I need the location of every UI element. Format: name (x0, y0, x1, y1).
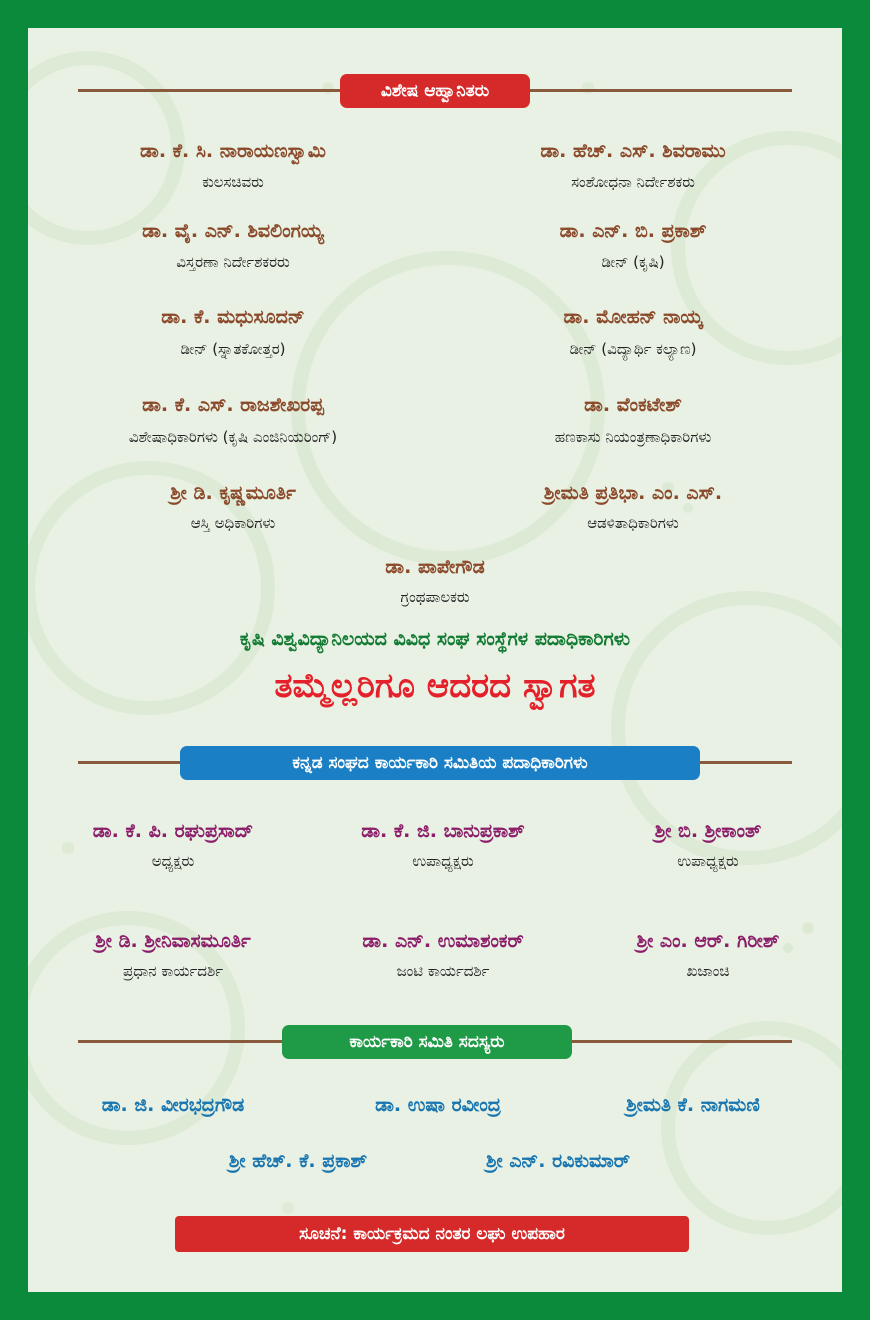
person-role: ಖಜಾಂಚಿ (686, 962, 730, 980)
person-role: ಸಂಶೋಧನಾ ನಿರ್ದೇಶಕರು (571, 173, 695, 191)
member-name: ಶ್ರೀ ಹೆಚ್. ಕೆ. ಪ್ರಕಾಶ್ (228, 1150, 368, 1172)
person-name: ಶ್ರೀ ಎಂ. ಆರ್. ಗಿರೀಶ್ (636, 930, 780, 952)
person-role: ಗ್ರಂಥಪಾಲಕರು (400, 588, 470, 606)
person-name: ಡಾ. ಹೆಚ್. ಎಸ್. ಶಿವರಾಮು (540, 140, 726, 162)
person-name: ಡಾ. ವೈ. ಎನ್. ಶಿವಲಿಂಗಯ್ಯ (142, 220, 324, 242)
person-role: ಅಧ್ಯಕ್ಷರು (151, 852, 195, 870)
person-role: ಉಪಾಧ್ಯಕ್ಷರು (412, 852, 474, 870)
refreshment-notice: ಸೂಚನೆ: ಕಾರ್ಯಕ್ರಮದ ನಂತರ ಲಘು ಉಪಹಾರ (175, 1216, 689, 1252)
person-name: ಶ್ರೀ ಬಿ. ಶ್ರೀಕಾಂತ್ (654, 820, 762, 842)
person-name: ಡಾ. ಕೆ. ಸಿ. ನಾರಾಯಣಸ್ವಾಮಿ (140, 140, 326, 162)
welcome-title: ತಮ್ಮೆಲ್ಲರಿಗೂ ಆದರದ ಸ್ವಾಗತ (274, 666, 596, 706)
invitation-card (28, 28, 842, 1292)
person-role: ಆಸ್ತಿ ಅಧಿಕಾರಿಗಳು (190, 514, 276, 532)
person-name: ಡಾ. ಎನ್. ಉಮಾಶಂಕರ್ (362, 930, 524, 952)
special-invitees-banner: ವಿಶೇಷ ಆಹ್ವಾನಿತರು (340, 74, 530, 108)
person-role: ಕುಲಸಚಿವರು (202, 173, 264, 191)
person-name: ಶ್ರೀ ಡಿ. ಕೃಷ್ಣಮೂರ್ತಿ (170, 482, 296, 504)
person-role: ಜಂಟಿ ಕಾರ್ಯದರ್ಶಿ (396, 962, 490, 980)
person-role: ಪ್ರಧಾನ ಕಾರ್ಯದರ್ಶಿ (123, 962, 223, 980)
person-name: ಡಾ. ವೆಂಕಟೇಶ್ (584, 394, 682, 416)
person-name: ಡಾ. ಕೆ. ಮಧುಸೂದನ್ (161, 306, 305, 328)
person-role: ಆಡಳಿತಾಧಿಕಾರಿಗಳು (587, 514, 679, 532)
welcome-subtitle: ಕೃಷಿ ವಿಶ್ವವಿದ್ಯಾನಿಲಯದ ವಿವಿಧ ಸಂಘ ಸಂಸ್ಥೆಗಳ ಪದಾಧಿಕಾರಿಗಳು (239, 628, 631, 650)
person-role: ವಿಶೇಷಾಧಿಕಾರಿಗಳು (ಕೃಷಿ ಎಂಜಿನಿಯರಿಂಗ್) (128, 428, 338, 446)
member-name: ಡಾ. ಉಷಾ ರವೀಂದ್ರ (375, 1094, 501, 1116)
member-name: ಡಾ. ಜಿ. ವೀರಭದ್ರಗೌಡ (101, 1094, 245, 1116)
member-name: ಶ್ರೀ ಎನ್. ರವಿಕುಮಾರ್ (486, 1150, 630, 1172)
person-name: ಡಾ. ಕೆ. ಎಸ್. ರಾಜಶೇಖರಪ್ಪ (142, 394, 324, 416)
person-role: ಉಪಾಧ್ಯಕ್ಷರು (677, 852, 739, 870)
person-role: ಡೀನ್ (ಕೃಷಿ) (601, 253, 665, 271)
committee-members-banner: ಕಾರ್ಯಕಾರಿ ಸಮಿತಿ ಸದಸ್ಯರು (282, 1025, 572, 1059)
person-name: ಡಾ. ಪಾಪೇಗೌಡ (385, 556, 485, 578)
person-role: ಡೀನ್ (ವಿದ್ಯಾರ್ಥಿ ಕಲ್ಯಾಣ) (569, 340, 697, 358)
kannada-sangha-banner: ಕನ್ನಡ ಸಂಘದ ಕಾರ್ಯಕಾರಿ ಸಮಿತಿಯ ಪದಾಧಿಕಾರಿಗಳು (180, 746, 700, 780)
person-role: ವಿಸ್ತರಣಾ ನಿರ್ದೇಶಕರರು (176, 253, 290, 271)
person-name: ಡಾ. ಕೆ. ಜಿ. ಬಾನುಪ್ರಕಾಶ್ (361, 820, 525, 842)
member-name: ಶ್ರೀಮತಿ ಕೆ. ನಾಗಮಣಿ (626, 1094, 760, 1116)
person-role: ಹಣಕಾಸು ನಿಯಂತ್ರಣಾಧಿಕಾರಿಗಳು (554, 428, 712, 446)
person-name: ಶ್ರೀಮತಿ ಪ್ರತಿಭಾ. ಎಂ. ಎಸ್. (543, 482, 723, 504)
person-name: ಡಾ. ಎನ್. ಬಿ. ಪ್ರಕಾಶ್ (559, 220, 707, 242)
person-role: ಡೀನ್ (ಸ್ನಾತಕೋತ್ತರ) (180, 340, 286, 358)
person-name: ಡಾ. ಮೋಹನ್ ನಾಯ್ಕ (563, 306, 703, 328)
person-name: ಡಾ. ಕೆ. ಪಿ. ರಘುಪ್ರಸಾದ್ (92, 820, 254, 842)
person-name: ಶ್ರೀ ಡಿ. ಶ್ರೀನಿವಾಸಮೂರ್ತಿ (95, 930, 251, 952)
